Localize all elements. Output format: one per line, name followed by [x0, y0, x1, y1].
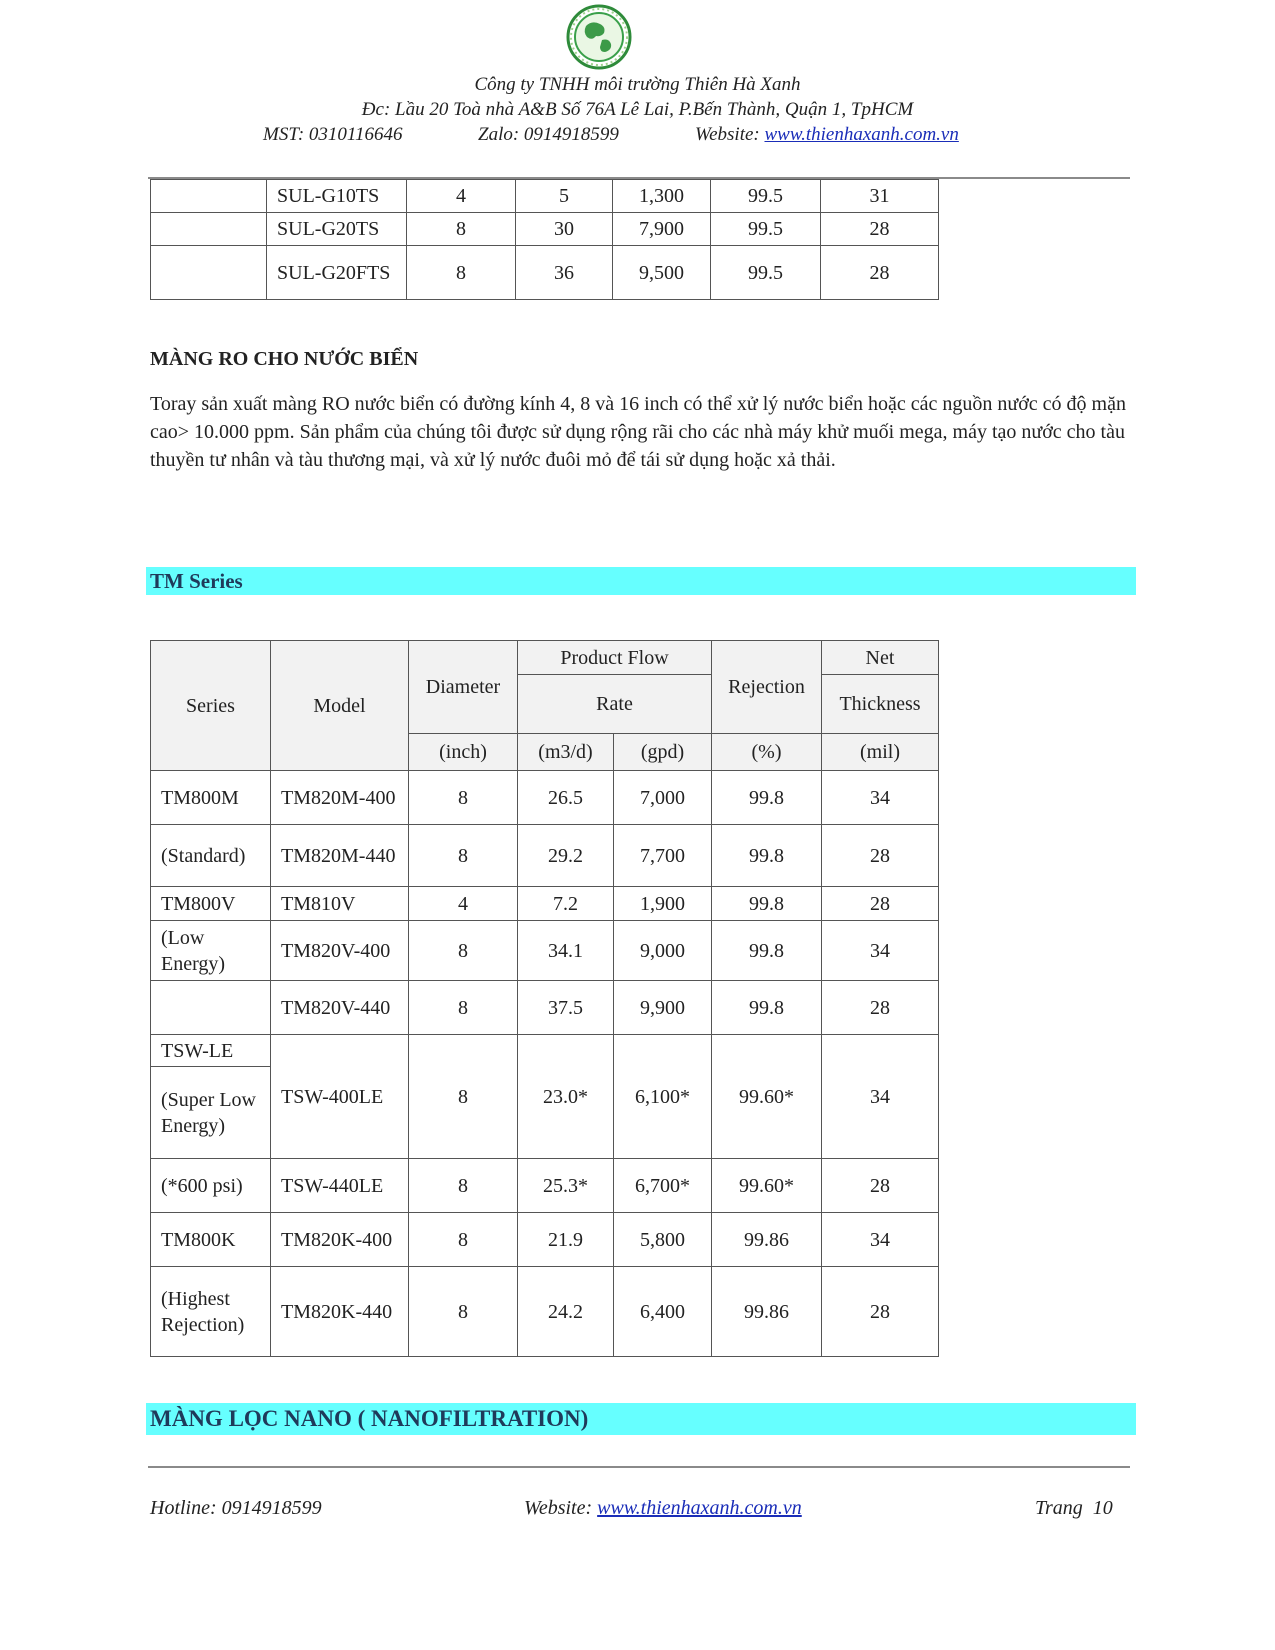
diameter-cell: 8	[409, 771, 518, 825]
footer-divider	[148, 1466, 1130, 1468]
table-row	[151, 1035, 939, 1067]
diameter-cell: 8	[409, 1267, 518, 1357]
m3d-cell: 23.0*	[518, 1035, 614, 1159]
series-cell	[151, 981, 271, 1035]
table-row	[151, 1213, 939, 1267]
rejection-cell: 99.8	[712, 887, 822, 921]
company-logo	[566, 4, 632, 70]
thickness-cell: 34	[822, 771, 939, 825]
rejection-cell: 99.8	[712, 981, 822, 1035]
footer-website-label: Website:	[524, 1497, 598, 1519]
table-row	[151, 1159, 939, 1213]
series-cell: TM800M	[151, 771, 271, 825]
m3d-cell: 24.2	[518, 1267, 614, 1357]
header-product-flow: Product Flow	[518, 641, 712, 675]
rejection-cell: 99.60*	[712, 1035, 822, 1159]
table-cell: 9,500	[613, 246, 711, 300]
rejection-cell: 99.60*	[712, 1159, 822, 1213]
header-model: Model	[271, 641, 409, 771]
model-cell: TM820V-400	[271, 921, 409, 981]
diameter-cell: 8	[409, 825, 518, 887]
m3d-cell: 26.5	[518, 771, 614, 825]
header-series: Series	[151, 641, 271, 771]
table-cell: 99.5	[711, 180, 821, 213]
table-cell	[151, 180, 267, 213]
diameter-cell: 8	[409, 1035, 518, 1159]
series-cell: (Highest Rejection)	[151, 1267, 271, 1357]
table-cell: 1,300	[613, 180, 711, 213]
company-name: Công ty TNHH môi trường Thiên Hà Xanh	[474, 74, 801, 95]
table-cell: 7,900	[613, 213, 711, 246]
unit-m3d: (m3/d)	[518, 734, 614, 771]
thickness-cell: 28	[822, 1159, 939, 1213]
table-row	[151, 246, 939, 300]
footer-website-link[interactable]: www.thienhaxanh.com.vn	[597, 1497, 802, 1519]
gpd-cell: 7,000	[614, 771, 712, 825]
table-cell: 28	[821, 246, 939, 300]
diameter-cell: 4	[409, 887, 518, 921]
diameter-cell: 8	[409, 921, 518, 981]
header-rate: Rate	[518, 675, 712, 734]
header-website-link[interactable]: www.thienhaxanh.com.vn	[764, 124, 959, 145]
model-cell: TM820K-400	[271, 1213, 409, 1267]
seawater-paragraph: Toray sản xuất màng RO nước biển có đường kính 4, 8 và 16 inch có thể xử lý nước biển hoặc các nguồn nước có độ mặn cao> 10.000 ppm. Sản phẩm của chúng tôi được sử dụng rộng rãi cho các nhà máy khử muối mega, máy tạo nước cho tàu thuyền tư nhân và tàu thương mại, và xử lý nước đuôi mỏ để tái sử dụng hoặc xả thải.	[150, 393, 1126, 471]
table-row	[151, 180, 939, 213]
gpd-cell: 6,100*	[614, 1035, 712, 1159]
page-number: Trang 10	[1035, 1497, 1113, 1519]
thickness-cell: 28	[822, 887, 939, 921]
table-cell: 99.5	[711, 213, 821, 246]
table-header-row	[151, 641, 939, 675]
unit-inch: (inch)	[409, 734, 518, 771]
table-cell: 36	[516, 246, 613, 300]
header-rejection: Rejection	[712, 641, 822, 734]
header-website	[695, 124, 959, 146]
zalo-contact: Zalo: 0914918599	[478, 124, 619, 145]
model-cell: TM810V	[271, 887, 409, 921]
thickness-cell: 28	[822, 981, 939, 1035]
gpd-cell: 6,700*	[614, 1159, 712, 1213]
table-row	[151, 921, 939, 981]
thickness-cell: 34	[822, 921, 939, 981]
gpd-cell: 7,700	[614, 825, 712, 887]
table-row	[151, 825, 939, 887]
gpd-cell: 9,900	[614, 981, 712, 1035]
table-cell: 28	[821, 213, 939, 246]
rejection-cell: 99.8	[712, 921, 822, 981]
series-cell: (Standard)	[151, 825, 271, 887]
rejection-cell: 99.8	[712, 771, 822, 825]
model-cell: TM820M-400	[271, 771, 409, 825]
tax-code: MST: 0310116646	[263, 124, 403, 145]
rejection-cell: 99.86	[712, 1267, 822, 1357]
series-cell: TM800K	[151, 1213, 271, 1267]
gpd-cell: 6,400	[614, 1267, 712, 1357]
model-cell: TSW-440LE	[271, 1159, 409, 1213]
table-cell	[151, 213, 267, 246]
model-cell: SUL-G20FTS	[267, 246, 407, 300]
series-subtitle-cell: (Super Low Energy)	[151, 1067, 271, 1159]
table-row	[151, 887, 939, 921]
table-row	[151, 213, 939, 246]
header-thickness: Thickness	[822, 675, 939, 734]
table-cell: 8	[407, 213, 516, 246]
table-cell: 4	[407, 180, 516, 213]
thickness-cell: 28	[822, 1267, 939, 1357]
series-cell: TM800V	[151, 887, 271, 921]
model-cell: SUL-G20TS	[267, 213, 407, 246]
gpd-cell: 1,900	[614, 887, 712, 921]
header-net: Net	[822, 641, 939, 675]
seawater-section-title: MÀNG RO CHO NƯỚC BIỂN	[150, 348, 419, 370]
m3d-cell: 34.1	[518, 921, 614, 981]
gpd-cell: 5,800	[614, 1213, 712, 1267]
nanofiltration-heading: MÀNG LỌC NANO ( NANOFILTRATION)	[146, 1403, 1136, 1435]
table-row	[151, 771, 939, 825]
unit-mil: (mil)	[822, 734, 939, 771]
diameter-cell: 8	[409, 981, 518, 1035]
rejection-cell: 99.86	[712, 1213, 822, 1267]
top-spec-table	[150, 179, 939, 300]
company-address: Đc: Lầu 20 Toà nhà A&B Số 76A Lê Lai, P.Bến Thành, Quận 1, TpHCM	[361, 99, 914, 120]
gpd-cell: 9,000	[614, 921, 712, 981]
model-cell: TM820M-440	[271, 825, 409, 887]
table-cell: 8	[407, 246, 516, 300]
model-cell: TM820K-440	[271, 1267, 409, 1357]
series-cell: (Low Energy)	[151, 921, 271, 981]
table-cell: 31	[821, 180, 939, 213]
footer-website	[524, 1497, 802, 1520]
m3d-cell: 29.2	[518, 825, 614, 887]
table-row	[151, 1267, 939, 1357]
unit-gpd: (gpd)	[614, 734, 712, 771]
model-cell: TM820V-440	[271, 981, 409, 1035]
table-cell	[151, 246, 267, 300]
diameter-cell: 8	[409, 1159, 518, 1213]
footer-hotline: Hotline: 0914918599	[150, 1497, 322, 1519]
series-cell: TSW-LE	[151, 1035, 271, 1067]
table-row	[151, 981, 939, 1035]
website-label: Website:	[695, 124, 765, 145]
table-cell: 99.5	[711, 246, 821, 300]
m3d-cell: 25.3*	[518, 1159, 614, 1213]
table-cell: 30	[516, 213, 613, 246]
model-cell: SUL-G10TS	[267, 180, 407, 213]
m3d-cell: 37.5	[518, 981, 614, 1035]
thickness-cell: 34	[822, 1213, 939, 1267]
m3d-cell: 21.9	[518, 1213, 614, 1267]
series-cell: (*600 psi)	[151, 1159, 271, 1213]
rejection-cell: 99.8	[712, 825, 822, 887]
thickness-cell: 28	[822, 825, 939, 887]
header-diameter: Diameter	[409, 641, 518, 734]
thickness-cell: 34	[822, 1035, 939, 1159]
diameter-cell: 8	[409, 1213, 518, 1267]
model-cell: TSW-400LE	[271, 1035, 409, 1159]
tm-series-heading: TM Series	[146, 567, 1136, 595]
m3d-cell: 7.2	[518, 887, 614, 921]
table-cell: 5	[516, 180, 613, 213]
unit-percent: (%)	[712, 734, 822, 771]
tm-series-table	[150, 640, 939, 1357]
